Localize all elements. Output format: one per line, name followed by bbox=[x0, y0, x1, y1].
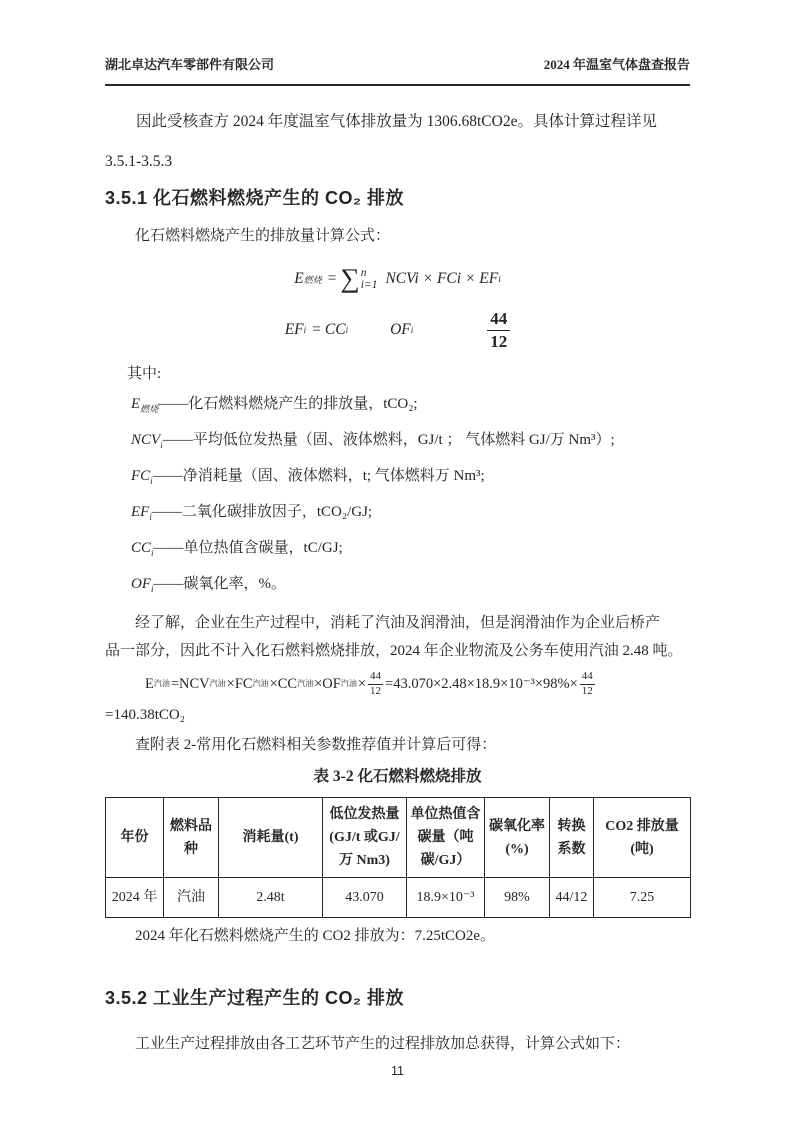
gas-calculation: =43.070×2.48×18.9×10⁻³×98%× bbox=[385, 676, 578, 692]
definition-text: ——净消耗量（固、液体燃料，t; 气体燃料万 Nm³; bbox=[152, 468, 485, 484]
formula2-lhs-subscript: i bbox=[303, 325, 307, 335]
definition-symbol: E bbox=[131, 396, 141, 412]
definition-symbol: EF bbox=[131, 504, 150, 520]
formula2-term2: OF bbox=[390, 321, 411, 338]
gas-fraction2-44-12 bbox=[580, 670, 595, 697]
narrative-line-1: 经了解，企业在生产过程中，消耗了汽油及润滑油，但是润滑油作为企业后桥产 bbox=[135, 615, 661, 631]
fraction-denominator: 12 bbox=[490, 331, 508, 351]
section-3-5-2-paragraph: 工业生产过程排放由各工艺环节产生的过程排放加总获得，计算公式如下： bbox=[135, 1036, 631, 1053]
page-number: 11 bbox=[391, 1064, 404, 1079]
definition-ncv bbox=[105, 429, 690, 456]
formula1-body-subscript: i bbox=[498, 274, 501, 284]
definition-fc bbox=[105, 465, 690, 492]
definition-text: ——二氧化碳排放因子，tCO₂/GJ; bbox=[151, 504, 373, 520]
formula-emission-factor bbox=[105, 306, 690, 354]
definition-ef bbox=[105, 501, 690, 528]
gas-formula-result: =140.38tCO₂ bbox=[105, 707, 185, 723]
definition-text: ——平均低位发热量（固、液体燃料，GJ/t ； 气体燃料 GJ/万 Nm³）; bbox=[162, 432, 615, 448]
gas-term-ncv: =NCV bbox=[170, 676, 210, 692]
table-header-row bbox=[106, 798, 691, 878]
formula2-lhs: EF bbox=[284, 321, 304, 338]
header-company-name: 湖北卓达汽车零部件有限公司 bbox=[105, 57, 275, 72]
col-header-oxidation-rate: 碳氧化率 (%) bbox=[485, 798, 550, 878]
gas-term-fc: ×FC bbox=[226, 676, 253, 692]
section-3-5-1-heading: 3.5.1 化石燃料燃烧产生的 CO₂ 排放 bbox=[105, 188, 405, 208]
col-header-carbon-content: 单位热值含碳量（吨碳/GJ） bbox=[407, 798, 485, 878]
lookup-table-line: 查附表 2-常用化石燃料相关参数推荐值并计算后可得： bbox=[135, 737, 497, 753]
definition-text: ——单位热值含碳量，tC/GJ; bbox=[153, 540, 343, 556]
definition-text: ——化石燃料燃烧产生的排放量，tCO₂; bbox=[158, 396, 418, 412]
gas-term-e: E bbox=[145, 676, 154, 692]
narrative-line-2: 品一部分，因此不计入化石燃料燃烧排放，2024 年企业物流及公务车使用汽油 2.48 吨。 bbox=[105, 643, 683, 659]
formula2-term1-subscript: i bbox=[345, 325, 349, 335]
formula2-term2-subscript: i bbox=[410, 325, 414, 335]
definition-symbol: OF bbox=[131, 576, 151, 592]
col-header-year: 年份 bbox=[106, 798, 164, 878]
formula1-lhs-subscript: 燃烧 bbox=[303, 274, 322, 285]
col-header-conversion-factor: 转换系数 bbox=[550, 798, 594, 878]
sum-symbol: ∑ bbox=[340, 262, 360, 293]
col-header-ncv: 低位发热量 (GJ/t 或GJ/ 万 Nm3) bbox=[323, 798, 407, 878]
col-header-fuel-type: 燃料品种 bbox=[164, 798, 219, 878]
cell-fuel-type: 汽油 bbox=[164, 878, 219, 918]
fraction-numerator: 44 bbox=[487, 308, 510, 330]
definition-subscript: i bbox=[151, 584, 154, 594]
col-header-consumption: 消耗量(t) bbox=[219, 798, 323, 878]
gasoline-emission-formula bbox=[105, 667, 690, 701]
symbol-definitions bbox=[105, 393, 690, 600]
definition-subscript: i bbox=[150, 476, 153, 486]
gas-sub-of: 汽油 bbox=[340, 679, 357, 688]
formula2-equals: = bbox=[312, 321, 321, 338]
gas-fraction2-numerator: 44 bbox=[580, 670, 595, 684]
intro-line-1: 因此受核查方 2024 年度温室气体排放量为 1306.68tCO2e。具体计算过程详见 bbox=[136, 113, 657, 130]
gas-sub-e: 汽油 bbox=[153, 679, 170, 688]
gas-sub-fc: 汽油 bbox=[252, 679, 269, 688]
gas-times-sign: × bbox=[357, 676, 367, 692]
gas-fraction-numerator: 44 bbox=[368, 670, 383, 684]
sum-limits bbox=[361, 267, 378, 291]
cell-year: 2024 年 bbox=[106, 878, 164, 918]
table-conclusion-note: 2024 年化石燃料燃烧产生的 CO2 排放为：7.25tCO2e。 bbox=[135, 928, 496, 945]
gas-fraction-denominator: 12 bbox=[370, 684, 382, 697]
definition-symbol: FC bbox=[131, 468, 151, 484]
formula1-equals: = bbox=[327, 270, 337, 287]
table-row bbox=[106, 878, 691, 918]
definition-subscript: i bbox=[149, 512, 152, 522]
definition-symbol: NCV bbox=[131, 432, 161, 448]
section-3-5-2-heading: 3.5.2 工业生产过程产生的 CO₂ 排放 bbox=[105, 988, 405, 1009]
formula-combustion-sum bbox=[105, 258, 690, 300]
definition-text: ——碳氧化率，%。 bbox=[153, 576, 287, 592]
sum-upper-limit: n bbox=[360, 267, 367, 279]
gas-fraction-44-12 bbox=[368, 670, 383, 697]
fossil-fuel-emission-table bbox=[105, 797, 691, 918]
intro-line-2: 3.5.1-3.5.3 bbox=[105, 153, 173, 170]
gas-term-cc: ×CC bbox=[269, 676, 298, 692]
where-label: 其中: bbox=[127, 366, 162, 382]
cell-ncv: 43.070 bbox=[323, 878, 407, 918]
table-3-2-caption: 表 3-2 化石燃料燃烧排放 bbox=[313, 768, 482, 785]
sum-lower-limit: i=1 bbox=[360, 279, 378, 291]
gas-fraction2-denominator: 12 bbox=[581, 684, 593, 697]
definition-subscript: i bbox=[151, 548, 154, 558]
cell-co2-emission: 7.25 bbox=[594, 878, 691, 918]
definition-subscript: i bbox=[160, 440, 163, 450]
header-report-title: 2024 年温室气体盘查报告 bbox=[543, 57, 690, 72]
definition-of bbox=[105, 573, 690, 600]
gas-sub-ncv: 汽油 bbox=[209, 679, 226, 688]
page-header bbox=[105, 54, 690, 86]
gas-term-of: ×OF bbox=[314, 676, 341, 692]
col-header-co2-emission: CO2 排放量 (吨) bbox=[594, 798, 691, 878]
formula1-body: NCVi × FCi × EF bbox=[385, 270, 499, 287]
cell-carbon-content: 18.9×10⁻³ bbox=[407, 878, 485, 918]
gas-sub-cc: 汽油 bbox=[297, 679, 314, 688]
fraction-44-12 bbox=[487, 308, 510, 352]
formula2-term1: CC bbox=[324, 321, 346, 338]
definition-e-combustion bbox=[105, 393, 690, 420]
cell-consumption: 2.48t bbox=[219, 878, 323, 918]
definition-subscript: 燃烧 bbox=[140, 404, 159, 414]
formula1-lhs: E bbox=[294, 270, 304, 287]
formula-intro-text: 化石燃料燃烧产生的排放量计算公式： bbox=[135, 228, 391, 244]
cell-oxidation-rate: 98% bbox=[485, 878, 550, 918]
definition-cc bbox=[105, 537, 690, 564]
definition-symbol: CC bbox=[131, 540, 152, 556]
cell-conversion-factor: 44/12 bbox=[550, 878, 594, 918]
